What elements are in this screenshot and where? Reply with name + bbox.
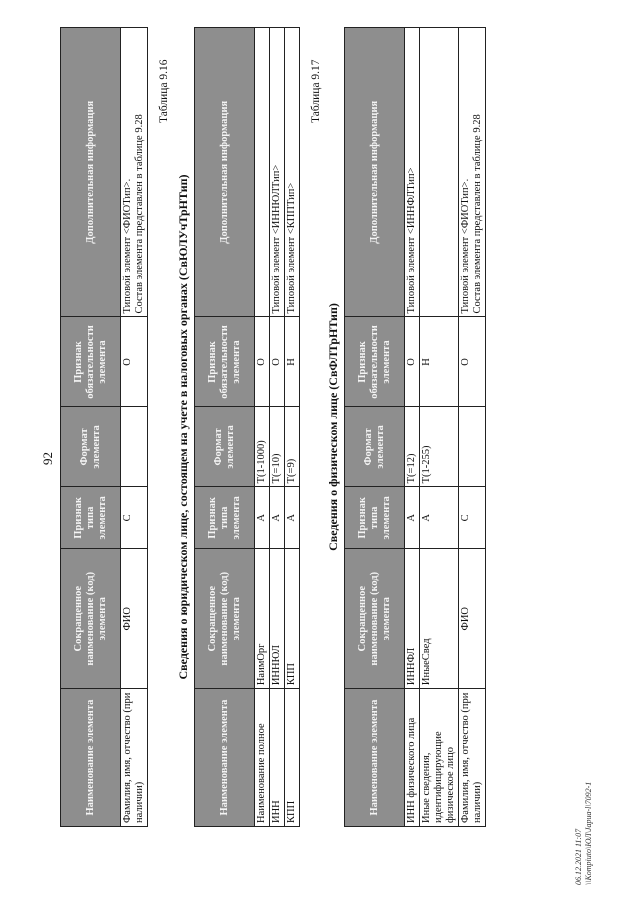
info-line: Типовой элемент <ИННФЛТип>	[406, 167, 417, 314]
info-line: Типовой элемент <ФИОТип>.	[460, 178, 471, 314]
cell-format	[459, 407, 486, 487]
header-required: Признак обязательности элемента	[61, 317, 121, 407]
cell-info	[459, 28, 486, 317]
cell-format	[121, 407, 148, 487]
cell-name: Фамилия, имя, отчество (при наличии)	[121, 689, 148, 827]
cell-format: T(=10)	[270, 407, 285, 487]
cell-required: О	[405, 317, 420, 407]
cell-type: А	[285, 487, 300, 549]
info-line: Состав элемента представлен в таблице 9.28	[472, 114, 483, 314]
cell-type: С	[459, 487, 486, 549]
table-row	[285, 28, 300, 827]
header-info: Дополнительная информация	[61, 28, 121, 318]
info-line: Состав элемента представлен в таблице 9.28	[134, 114, 145, 314]
cell-code: ФИО	[121, 549, 148, 689]
cell-required: О	[121, 317, 148, 407]
cell-code: ИННЮЛ	[270, 549, 285, 689]
table-caption-916: Сведения о юридическом лице, состоящем на учете в налоговых органах (СвЮЛУчТрНТип)	[176, 174, 190, 680]
header-format: Формат элемента	[195, 407, 255, 487]
cell-code: НаимОрг	[255, 549, 270, 689]
cell-name: Фамилия, имя, отчество (при наличии)	[459, 689, 486, 827]
stamp-line: \\Kompiuto\ЮЛ\Japua-l\7092-1	[584, 781, 593, 885]
table-continuation	[60, 27, 148, 827]
table-header-row	[61, 28, 121, 827]
header-type: Признак типа элемента	[61, 487, 121, 549]
header-name: Наименование элемента	[345, 689, 405, 827]
page-number: 92	[40, 452, 55, 465]
cell-required: О	[270, 317, 285, 407]
header-type: Признак типа элемента	[195, 487, 255, 549]
header-info: Дополнительная информация	[195, 28, 255, 318]
header-code: Сокращенное наименование (код) элемента	[345, 549, 405, 689]
cell-type: А	[405, 487, 420, 549]
cell-name: КПП	[285, 689, 300, 827]
print-stamp	[574, 782, 594, 885]
table-row	[255, 28, 270, 827]
header-name: Наименование элемента	[195, 689, 255, 827]
header-required: Признак обязательности элемента	[195, 317, 255, 407]
table-header-row	[345, 28, 405, 827]
cell-name: Иные сведения, идентифицирующие физическое лицо	[420, 689, 459, 827]
cell-format: T(1-1000)	[255, 407, 270, 487]
cell-format: T(1-255)	[420, 407, 459, 487]
cell-required: Н	[420, 317, 459, 407]
table-row	[270, 28, 285, 827]
cell-format: T(=12)	[405, 407, 420, 487]
info-line: Типовой элемент <ФИОТип>.	[122, 178, 133, 314]
cell-info	[420, 28, 459, 317]
cell-code: ИныеСвед	[420, 549, 459, 689]
table-917	[344, 27, 486, 827]
header-format: Формат элемента	[345, 407, 405, 487]
header-format: Формат элемента	[61, 407, 121, 487]
cell-type: А	[420, 487, 459, 549]
table-916	[194, 27, 300, 827]
cell-info: Типовой элемент <ИННЮЛТип>	[270, 28, 285, 318]
cell-info: Типовой элемент <КППТип>	[285, 28, 300, 318]
table-caption-917: Сведения о физическом лице (СвФЛТрНТип)	[326, 303, 340, 551]
table-row	[459, 28, 486, 827]
header-required: Признак обязательности элемента	[345, 317, 405, 407]
header-code: Сокращенное наименование (код) элемента	[61, 549, 121, 689]
table-row	[420, 28, 459, 827]
cell-name: ИНН	[270, 689, 285, 827]
cell-format: T(=9)	[285, 407, 300, 487]
cell-required: Н	[285, 317, 300, 407]
header-info: Дополнительная информация	[345, 28, 405, 317]
cell-code: КПП	[285, 549, 300, 689]
cell-name: ИНН физического лица	[405, 689, 420, 827]
table-label-916: Таблица 9.16	[158, 59, 170, 123]
header-type: Признак типа элемента	[345, 487, 405, 549]
cell-code: ИННФЛ	[405, 549, 420, 689]
table-label-917: Таблица 9.17	[310, 59, 322, 123]
cell-code: ФИО	[459, 549, 486, 689]
cell-required: О	[255, 317, 270, 407]
cell-info	[405, 28, 420, 317]
header-name: Наименование элемента	[61, 689, 121, 827]
cell-type: С	[121, 487, 148, 549]
header-code: Сокращенное наименование (код) элемента	[195, 549, 255, 689]
cell-info	[255, 28, 270, 318]
table-row	[121, 28, 148, 827]
cell-type: А	[255, 487, 270, 549]
cell-required: О	[459, 317, 486, 407]
cell-type: А	[270, 487, 285, 549]
cell-info	[121, 28, 148, 318]
table-row	[405, 28, 420, 827]
cell-name: Наименование полное	[255, 689, 270, 827]
stamp-line: 06.12.2021 11:07	[574, 828, 583, 885]
table-header-row	[195, 28, 255, 827]
